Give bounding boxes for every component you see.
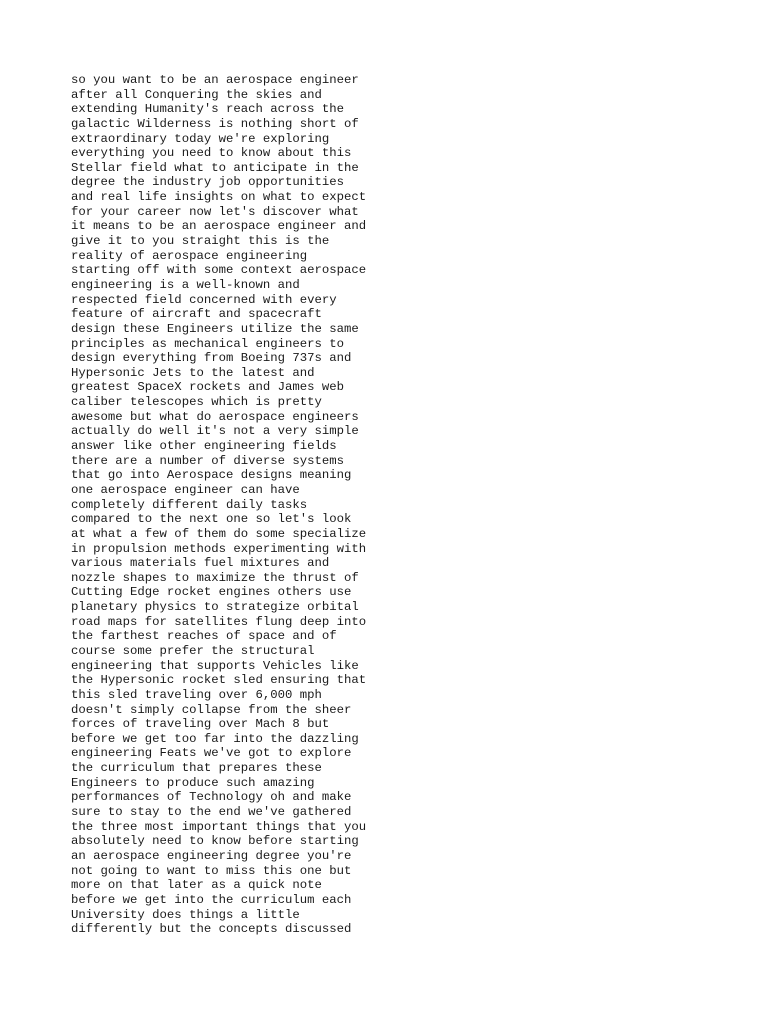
text-line: this sled traveling over 6,000 mph xyxy=(71,687,322,702)
text-line: one aerospace engineer can have xyxy=(71,482,300,497)
text-line: engineering Feats we've got to explore xyxy=(71,746,352,761)
text-line: starting off with some context aerospace xyxy=(71,263,367,278)
text-line: not going to want to miss this one but xyxy=(71,863,352,878)
text-line: awesome but what do aerospace engineers xyxy=(71,409,359,424)
text-line: absolutely need to know before starting xyxy=(71,834,359,849)
text-line: the curriculum that prepares these xyxy=(71,761,322,776)
text-line: Stellar field what to anticipate in the xyxy=(71,160,359,175)
text-line: compared to the next one so let's look xyxy=(71,512,352,527)
text-line: degree the industry job opportunities xyxy=(71,175,345,190)
text-line: at what a few of them do some specialize xyxy=(71,526,367,541)
text-line: the three most important things that you xyxy=(71,819,367,834)
text-line: actually do well it's not a very simple xyxy=(71,424,359,439)
text-line: respected field concerned with every xyxy=(71,292,337,307)
text-line: everything you need to know about this xyxy=(71,146,352,161)
text-line: differently but the concepts discussed xyxy=(71,922,352,937)
text-line: answer like other engineering fields xyxy=(71,439,337,454)
text-line: feature of aircraft and spacecraft xyxy=(71,307,322,322)
text-line: before we get too far into the dazzling xyxy=(71,731,359,746)
text-line: it means to be an aerospace engineer and xyxy=(71,219,367,234)
text-line: there are a number of diverse systems xyxy=(71,453,345,468)
text-line: course some prefer the structural xyxy=(71,643,315,658)
text-line: various materials fuel mixtures and xyxy=(71,556,330,571)
text-line: sure to stay to the end we've gathered xyxy=(71,805,352,820)
text-line: after all Conquering the skies and xyxy=(71,87,322,102)
text-line: doesn't simply collapse from the sheer xyxy=(71,702,352,717)
text-line: the farthest reaches of space and of xyxy=(71,629,337,644)
text-line: Hypersonic Jets to the latest and xyxy=(71,365,315,380)
text-line: in propulsion methods experimenting with xyxy=(71,541,367,556)
text-line: design everything from Boeing 737s and xyxy=(71,351,352,366)
text-line: University does things a little xyxy=(71,907,300,922)
text-line: greatest SpaceX rockets and James web xyxy=(71,380,345,395)
text-line: galactic Wilderness is nothing short of xyxy=(71,116,359,131)
text-line: nozzle shapes to maximize the thrust of xyxy=(71,570,359,585)
text-line: that go into Aerospace designs meaning xyxy=(71,468,352,483)
text-line: an aerospace engineering degree you're xyxy=(71,848,352,863)
text-line: road maps for satellites flung deep into xyxy=(71,614,367,629)
text-line: and real life insights on what to expect xyxy=(71,190,367,205)
text-line: the Hypersonic rocket sled ensuring that xyxy=(71,673,367,688)
text-line: completely different daily tasks xyxy=(71,497,308,512)
transcript-text xyxy=(71,73,731,937)
text-line: planetary physics to strategize orbital xyxy=(71,600,359,615)
text-line: extraordinary today we're exploring xyxy=(71,131,330,146)
text-line: performances of Technology oh and make xyxy=(71,790,352,805)
text-line: give it to you straight this is the xyxy=(71,234,330,249)
text-line: extending Humanity's reach across the xyxy=(71,102,345,117)
text-line: principles as mechanical engineers to xyxy=(71,336,345,351)
text-line: for your career now let's discover what xyxy=(71,204,359,219)
text-line: reality of aerospace engineering xyxy=(71,248,308,263)
text-line: more on that later as a quick note xyxy=(71,878,322,893)
text-line: forces of traveling over Mach 8 but xyxy=(71,717,330,732)
text-line: before we get into the curriculum each xyxy=(71,892,352,907)
text-line: design these Engineers utilize the same xyxy=(71,321,359,336)
text-line: Engineers to produce such amazing xyxy=(71,775,315,790)
text-line: Cutting Edge rocket engines others use xyxy=(71,585,352,600)
text-line: caliber telescopes which is pretty xyxy=(71,395,322,410)
text-line: engineering that supports Vehicles like xyxy=(71,658,359,673)
text-line: so you want to be an aerospace engineer xyxy=(71,73,359,87)
text-line: engineering is a well-known and xyxy=(71,277,300,292)
